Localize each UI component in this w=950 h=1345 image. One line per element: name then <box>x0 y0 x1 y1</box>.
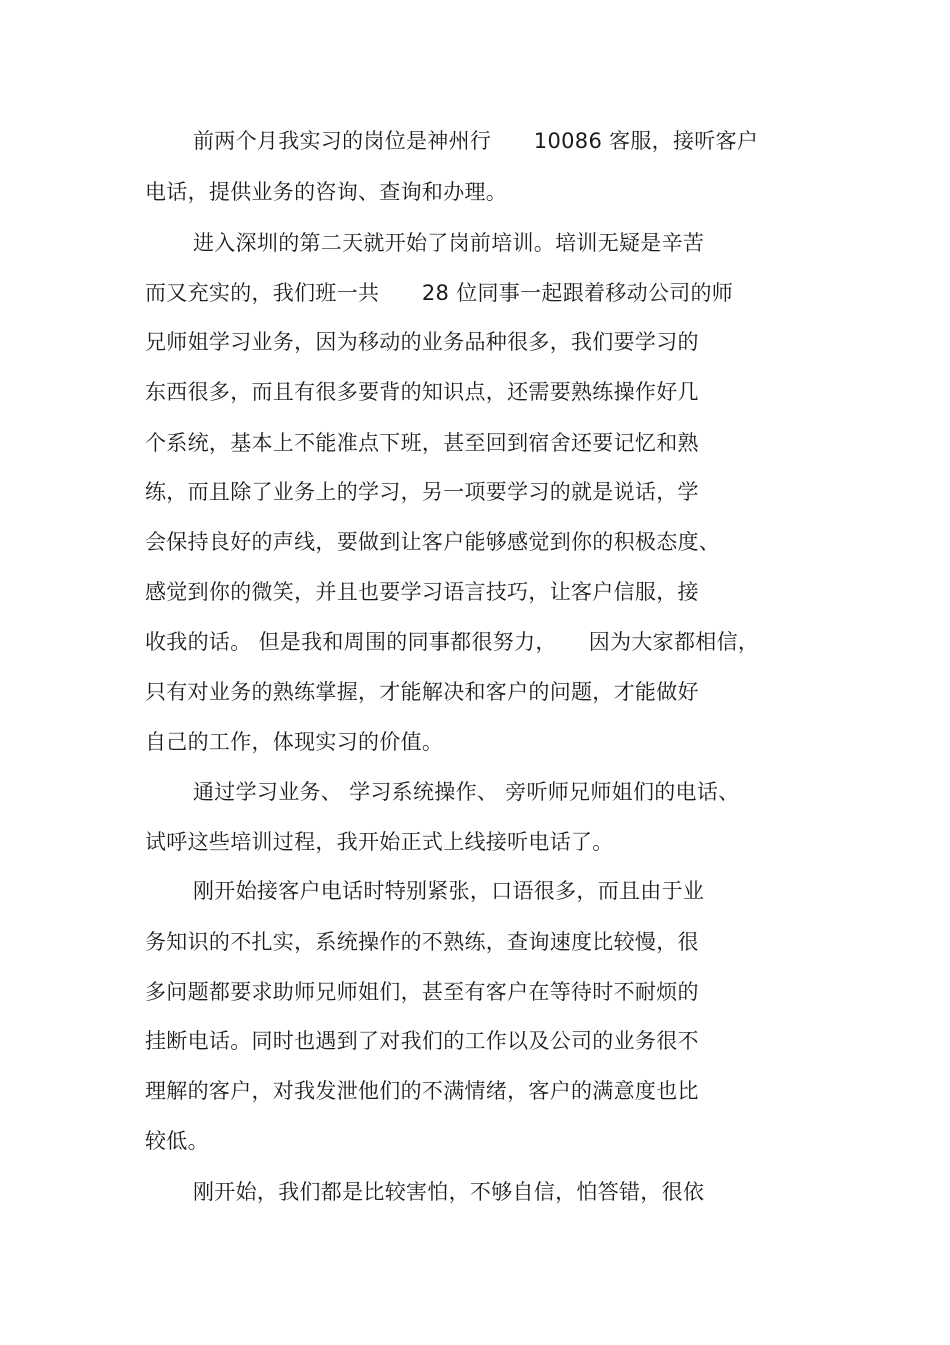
text-line: 刚开始，我们都是比较害怕，不够自信，怕答错，很依 <box>193 1180 705 1204</box>
text-line: 挂断电话。同时也遇到了对我们的工作以及公司的业务很不 <box>145 1029 699 1053</box>
text-line: 东西很多，而且有很多要背的知识点，还需要熟练操作好几 <box>145 380 699 404</box>
text-line: 进入深圳的第二天就开始了岗前培训。培训无疑是辛苦 <box>193 231 705 255</box>
text-line: 个系统，基本上不能准点下班，甚至回到宿舍还要记忆和熟 <box>145 431 699 455</box>
text-line: 电话，提供业务的咨询、查询和办理。 <box>145 180 508 204</box>
text-line: 只有对业务的熟练掌握，才能解决和客户的问题，才能做好 <box>145 680 699 704</box>
text-line: 收我的话。 但是我和周围的同事都很努力， 因为大家都相信， <box>145 630 760 654</box>
text-line: 通过学习业务、 学习系统操作、 旁听师兄师姐们的电话、 <box>193 780 740 804</box>
text-line: 练，而且除了业务上的学习，另一项要学习的就是说话，学 <box>145 480 699 504</box>
text-line: 试呼这些培训过程，我开始正式上线接听电话了。 <box>145 830 614 854</box>
text-line: 感觉到你的微笑，并且也要学习语言技巧，让客户信服，接 <box>145 580 699 604</box>
text-line: 多问题都要求助师兄师姐们，甚至有客户在等待时不耐烦的 <box>145 980 699 1004</box>
text-line: 理解的客户，对我发泄他们的不满情绪，客户的满意度也比 <box>145 1079 699 1103</box>
text-line: 前两个月我实习的岗位是神州行 10086 客服，接听客户 <box>193 129 759 153</box>
text-line: 务知识的不扎实，系统操作的不熟练，查询速度比较慢，很 <box>145 930 699 954</box>
text-line: 兄师姐学习业务，因为移动的业务品种很多，我们要学习的 <box>145 330 699 354</box>
text-line: 刚开始接客户电话时特别紧张，口语很多，而且由于业 <box>193 879 705 903</box>
text-line: 而又充实的，我们班一共 28 位同事一起跟着移动公司的师 <box>145 281 734 305</box>
text-line: 自己的工作，体现实习的价值。 <box>145 730 444 754</box>
text-line: 会保持良好的声线，要做到让客户能够感觉到你的积极态度、 <box>145 530 721 554</box>
text-line: 较低。 <box>145 1129 209 1153</box>
